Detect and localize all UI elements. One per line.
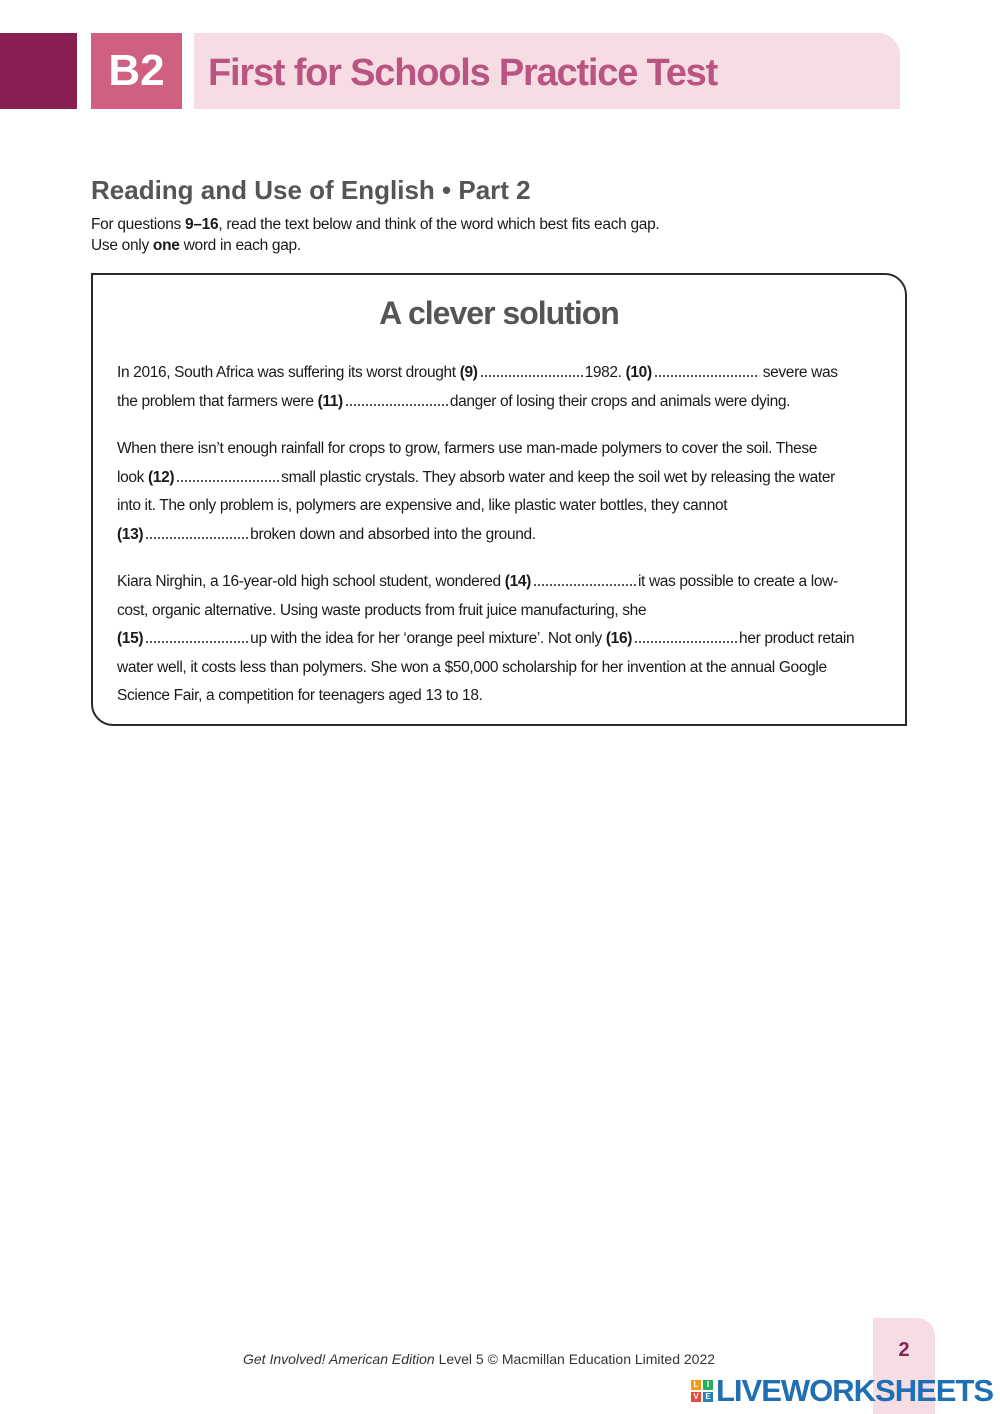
instruction-text: word in each gap. [179, 237, 301, 254]
text-span: In 2016, South Africa was suffering its worst drought [117, 364, 460, 381]
paragraph-2 [117, 435, 889, 549]
instruction-line [91, 214, 659, 235]
text-span: broken down and absorbed into the ground. [250, 525, 536, 543]
question-number-9: (9) [459, 364, 478, 381]
icon-letter: L [691, 1380, 701, 1390]
footer-copyright [243, 1351, 715, 1367]
text-line [117, 568, 889, 597]
instruction-text: , read the text below and think of the word which best fits each gap. [218, 216, 660, 233]
question-number-13: (13) [117, 525, 144, 543]
gap-13[interactable] [146, 523, 248, 539]
page-number: 2 [898, 1339, 910, 1361]
section-title: Reading and Use of English • Part 2 [91, 175, 531, 205]
question-number-16: (16) [605, 630, 633, 647]
text-line [117, 625, 889, 654]
text-span: up with the idea for her ‘orange peel mixture’. Not only [250, 630, 606, 647]
question-number-15: (15) [117, 630, 144, 647]
text-line: When there isn’t enough rainfall for crops to grow, farmers use man-made polymers to cover the soil. These [117, 440, 818, 457]
icon-letter: E [703, 1392, 713, 1402]
gap-14[interactable] [534, 570, 636, 586]
header-band [194, 33, 900, 109]
text-line [117, 464, 889, 493]
level-badge: B2 [91, 33, 182, 109]
text-span: small plastic crystals. They absorb water and keep the soil wet by releasing the water [281, 468, 835, 486]
text-line: cost, organic alternative. Using waste products from fruit juice manufacturing, she [117, 601, 647, 619]
gap-12[interactable] [177, 466, 279, 482]
text-line: into it. The only problem is, polymers are expensive and, like plastic water bottles, they cannot [117, 497, 728, 514]
paragraph-1 [117, 359, 889, 416]
question-number-14: (14) [504, 573, 531, 590]
text-span: the problem that farmers were [117, 392, 318, 410]
paragraph-3 [117, 568, 889, 711]
gap-15[interactable] [146, 627, 248, 643]
text-line: Science Fair, a competition for teenagers aged 13 to 18. [117, 687, 483, 704]
icon-letter: V [691, 1392, 701, 1402]
text-span: look [117, 468, 148, 486]
question-number-10: (10) [625, 364, 652, 381]
instruction-bold: one [152, 237, 180, 254]
text-span: 1982. [584, 364, 626, 381]
text-span: her product retain [739, 630, 855, 647]
instruction-text: Use only [91, 237, 153, 254]
icon-letter: I [703, 1380, 713, 1390]
instruction-bold: 9–16 [185, 216, 219, 233]
test-title: First for Schools Practice Test [208, 52, 718, 94]
instructions [91, 214, 659, 256]
question-number-11: (11) [317, 392, 343, 410]
liveworksheets-logo[interactable] [691, 1374, 993, 1408]
text-line [117, 388, 889, 417]
text-line: water well, it costs less than polymers. She won a $50,000 scholarship for her invention at the annual Google [117, 658, 827, 676]
text-line [117, 359, 889, 388]
liveworksheets-name: LIVEWORKSHEETS [716, 1373, 994, 1408]
text-span: danger of losing their crops and animals were dying. [449, 392, 791, 410]
text-span: severe was [758, 364, 838, 381]
gap-9[interactable] [481, 361, 583, 377]
footer-text: Level 5 © Macmillan Education Limited 2022 [434, 1351, 716, 1367]
text-span: Kiara Nirghin, a 16-year-old high school student, wondered [117, 573, 505, 590]
header-color-block [0, 33, 77, 109]
text-title: A clever solution [379, 295, 619, 331]
gap-16[interactable] [635, 627, 737, 643]
question-number-12: (12) [148, 468, 175, 486]
liveworksheets-grid-icon [691, 1380, 713, 1402]
instruction-line [91, 235, 659, 256]
gap-10[interactable] [655, 361, 757, 377]
text-span: it was possible to create a low- [637, 573, 838, 590]
footer-book-title: Get Involved! American Edition [243, 1351, 435, 1367]
text-line [117, 521, 889, 550]
gap-11[interactable] [346, 390, 448, 406]
reading-text-box [91, 273, 907, 726]
instruction-text: For questions [91, 216, 186, 233]
